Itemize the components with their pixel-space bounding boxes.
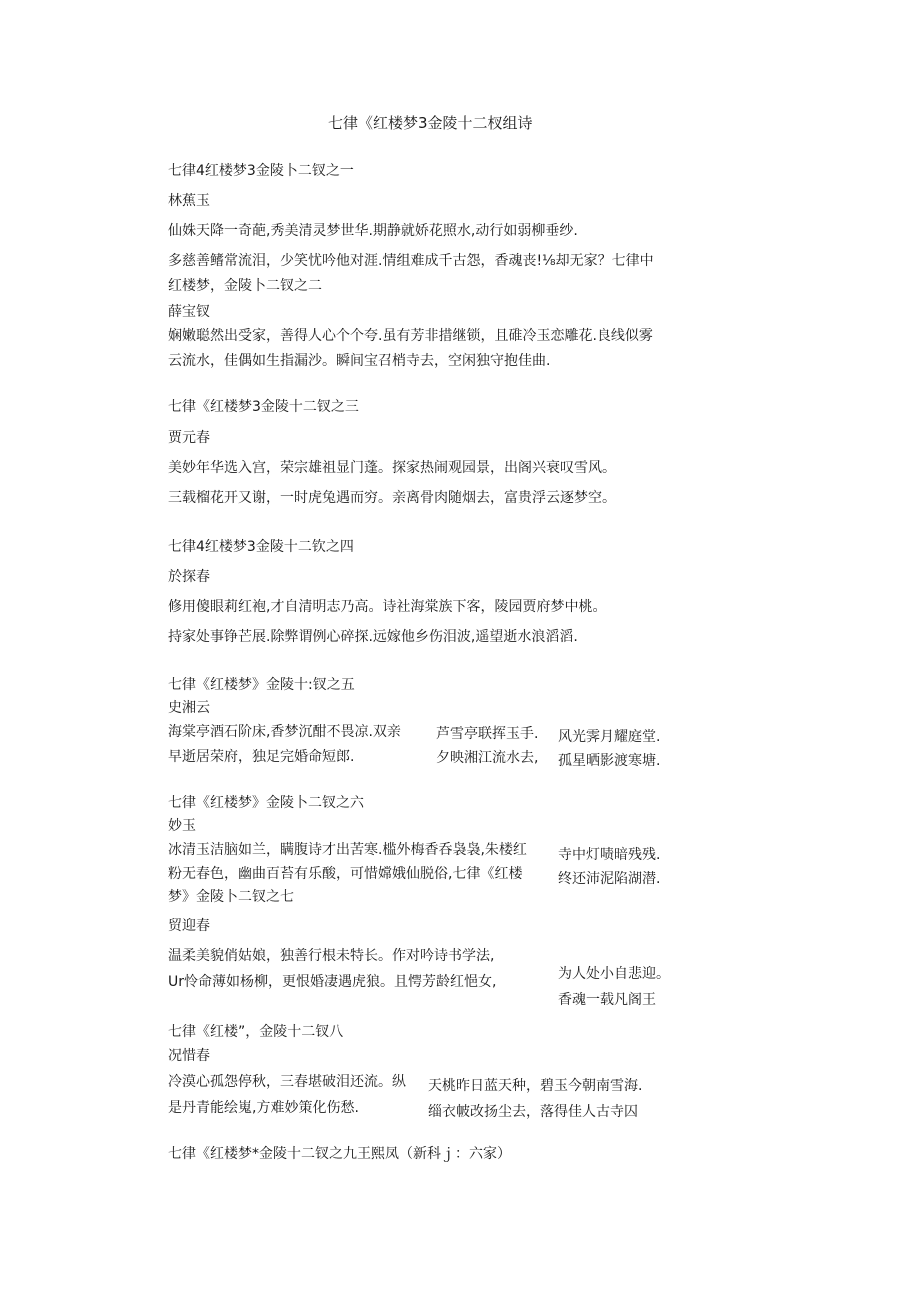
poem-6-line: 粉无春色，幽曲百苔有乐酸，可惜嫦娥仙脱俗,七律《红楼 (168, 866, 523, 882)
poem-6-name: 妙玉 (168, 818, 196, 834)
poem-5-col2 (436, 724, 556, 772)
poem-4-heading: 七律4红楼梦3金陵十二钦之四 (168, 539, 354, 555)
poem-3-line: 三载榴花开又谢，一时虎兔遇而穷。亲离骨肉随烟去，富贵浮云逐梦空。 (168, 490, 616, 506)
poem-8-col2-line: 天桃昨日蓝天种，碧玉今朝南雪海. (428, 1078, 643, 1094)
poem-1-heading: 七律4红楼梦3金陵卜二钗之一 (168, 163, 354, 179)
poem-7-col3-line: 香魂一载凡阁王 (558, 992, 656, 1006)
poem-8-col2 (428, 1076, 668, 1120)
poem-6-line: 冰清玉洁脑如兰，瞒腹诗才出苦寒.槛外梅香呑袅袅,朱楼红 (168, 842, 527, 858)
poem-8-col2-line: 缁衣帔改扬尘去，落得佳人古寺囚 (428, 1104, 638, 1120)
poem-3-line: 美妙年华选入宫，荣宗雄祖显门蓬。探家热闹观园景，出阁兴衰叹雪风。 (168, 460, 616, 476)
poem-2-line: 云流水，佳偶如生指漏沙。瞬间宝召梢寺去，空闲独守抱佳曲. (168, 353, 551, 369)
poem-8-name: 况惜春 (168, 1048, 210, 1064)
poem-7-col3-line: 为人处小自悲迎。 (558, 966, 670, 982)
poem-1-line: 仙姝天降一奇葩,秀美清灵梦世华.期静就娇花照水,动行如弱柳垂纱. (168, 223, 578, 239)
poem-9-heading: 七律《红楼梦*金陵十二钗之九王熙凤（新科ｊ：六家） (168, 1146, 511, 1162)
poem-1-name: 林蕉玉 (168, 193, 210, 209)
poem-5-col3 (558, 727, 678, 769)
poem-6-col3 (558, 845, 678, 887)
poem-1-line: 红楼梦，金陵卜二钗之二 (168, 278, 322, 294)
poem-5-heading: 七律《红楼梦》金陵十:钗之五 (168, 677, 355, 693)
poem-6-line: 梦》金陵卜二钗之七 (168, 889, 294, 905)
poem-5-line: 早逝居荣府，独足完婚命短郎. (168, 749, 355, 765)
poem-6-col3-line: 终还沛泥陷湖潜. (558, 871, 661, 887)
poem-8-line: 是丹青能绘嵬,方难妙策化伤愁. (168, 1100, 359, 1116)
poem-4-name: 於探春 (168, 569, 210, 585)
poem-3-heading: 七律《红楼梦3金陵十二钗之三 (168, 399, 359, 415)
poem-4-line: 持家处事铮芒展.除弊谓例心碎探.远嫁他乡伤泪波,遥望逝水浪滔滔. (168, 629, 578, 645)
poem-3-name: 贾元春 (168, 430, 210, 446)
poem-8-line: 冷漠心孤怨停秋，三春堪破泪还流。纵 (168, 1074, 406, 1090)
poem-6-heading: 七律《红楼梦》金陵卜二钗之六 (168, 795, 364, 811)
poem-7-line: 温柔美貌俏姑娘，独善行根未特长。作对吟诗书学法, (168, 948, 495, 964)
poem-6-col3-line: 寺中灯啧暗残残. (558, 847, 661, 863)
poem-5-line: 海棠亭酒石阶床,香梦沉酣不畏凉.双亲 (168, 724, 401, 740)
poem-7-line: Ur怜命薄如杨柳，更恨婚凄遇虎狼。且愕芳龄红悒女, (168, 974, 497, 990)
poem-5-col2-line: 夕映湘江流水去, (436, 750, 539, 766)
poem-7-name: 贸迎春 (168, 918, 210, 934)
poem-2-name: 薛宝钗 (168, 304, 210, 320)
poem-5-col3-line: 风光霁月耀庭堂. (558, 729, 661, 745)
poem-1-line: 多慈善鳍常流泪，少笑忧吟他对涯.情组难成千古怨，香魂丧!⅛却无家？七律中 (168, 253, 654, 269)
document-title: 七律《红楼梦3金陵十二杈组诗 (328, 114, 533, 132)
poem-5-col3-line: 孤星晒影渡寒塘. (558, 753, 661, 769)
poem-4-line: 修用傻眼莉红袍,才自清明志乃高。诗社海棠族下客，陵园贾府梦中桃。 (168, 599, 607, 615)
poem-5-col2-line: 芦雪亭联挥玉手. (436, 726, 539, 742)
poem-7-col3 (558, 964, 678, 1006)
poem-8-heading: 七律《红楼”，金陵十二钗八 (168, 1024, 344, 1040)
poem-5-name: 史湘云 (168, 700, 210, 716)
poem-2-line: 娴嫩聪然出受家，善得人心个个夸.虽有芳非措继锁，且碓冷玉恋雕花.良线似雾 (168, 328, 653, 344)
